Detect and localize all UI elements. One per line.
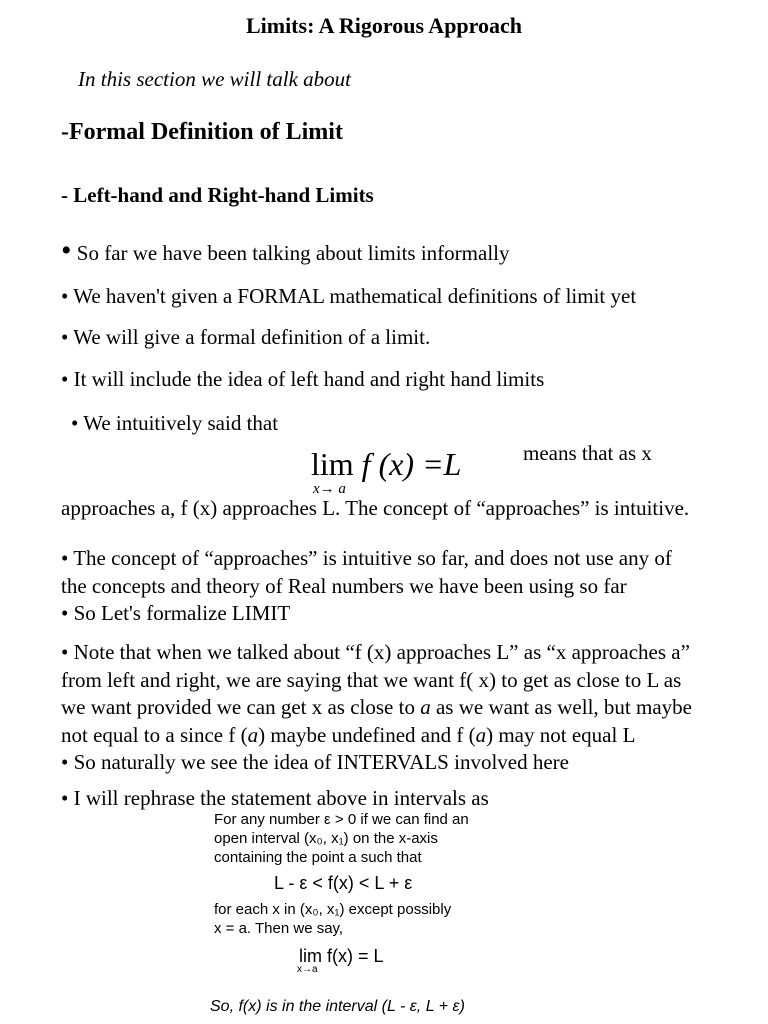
bullet-intuitively: • We intuitively said that	[71, 411, 279, 435]
bullet-intervals: • So naturally we see the idea of INTERVALS involved here	[61, 750, 569, 774]
note-text-segment: not equal to a since f (	[61, 722, 248, 747]
lim-operator: lim	[299, 946, 322, 966]
function-fx: f (x)	[361, 446, 415, 482]
definition-line-1: For any number ε > 0 if we can find an	[214, 811, 469, 828]
bullet-dot: •	[61, 234, 72, 267]
bullet-give-formal: • We will give a formal definition of a limit.	[61, 325, 431, 349]
definition-line-3: containing the point a such that	[214, 849, 422, 866]
note-text-segment: we want provided we can get x as close to	[61, 695, 421, 719]
equals-L: =L	[422, 446, 462, 482]
bullet-informal	[61, 236, 510, 266]
paragraph-concept	[61, 545, 761, 628]
definition-line-5: x = a. Then we say,	[214, 920, 344, 937]
paragraph-note-line-1: • Note that when we talked about “f (x) approaches L” as “x approaches a”	[61, 640, 690, 664]
paragraph-note	[61, 639, 761, 777]
heading-left-right-limits: - Left-hand and Right-hand Limits	[61, 183, 374, 207]
paragraph-note-line-2: from left and right, we are saying that we want f( x) to get as close to L as	[61, 667, 682, 692]
note-text-segment: ) may not equal L	[486, 722, 636, 747]
definition-line-4: for each x in (x₀, x₁) except possibly	[214, 901, 452, 918]
definition-limit-subscript: x→a	[297, 964, 318, 975]
paragraph-note-line-3	[61, 694, 761, 722]
note-italic-a: a	[420, 695, 431, 719]
means-that-text: means that as x	[523, 441, 652, 465]
note-text-segment: as we want as well, but maybe	[430, 695, 692, 719]
paragraph-concept-line-1: • The concept of “approaches” is intuitive so far, and does not use any of	[61, 546, 672, 570]
limit-result: f(x) = L	[327, 946, 384, 966]
limit-expression	[311, 446, 461, 483]
bullet-rephrase: • I will rephrase the statement above in intervals as	[61, 786, 489, 810]
approaches-line: approaches a, f (x) approaches L. The concept of “approaches” is intuitive.	[61, 496, 690, 520]
epsilon-inequality: L - ε < f(x) < L + ε	[274, 873, 413, 893]
limit-subscript: x→ a	[313, 481, 346, 497]
paragraph-note-line-4	[61, 722, 761, 750]
paragraph-concept-line-2: the concepts and theory of Real numbers we have been using so far	[61, 573, 627, 598]
bullet-no-formal: • We haven't given a FORMAL mathematical definitions of limit yet	[61, 284, 637, 308]
page-title: Limits: A Rigorous Approach	[245, 13, 523, 38]
note-italic-a: a	[475, 722, 487, 747]
definition-line-2: open interval (x₀, x₁) on the x-axis	[214, 830, 438, 847]
note-text-segment: ) maybe undefined and f (	[258, 722, 476, 747]
bullet-informal-text: So far we have been talking about limits informally	[76, 241, 510, 265]
footer-interval-note: So, f(x) is in the interval (L - ε, L + ε)	[210, 998, 465, 1015]
note-italic-a: a	[247, 722, 259, 747]
paragraph-formalize-limit: • So Let's formalize LIMIT	[61, 601, 291, 625]
heading-formal-definition: -Formal Definition of Limit	[61, 119, 343, 145]
bullet-left-right: • It will include the idea of left hand and right hand limits	[61, 367, 545, 391]
intro-text: In this section we will talk about	[78, 67, 351, 91]
lim-operator: lim	[311, 446, 354, 482]
